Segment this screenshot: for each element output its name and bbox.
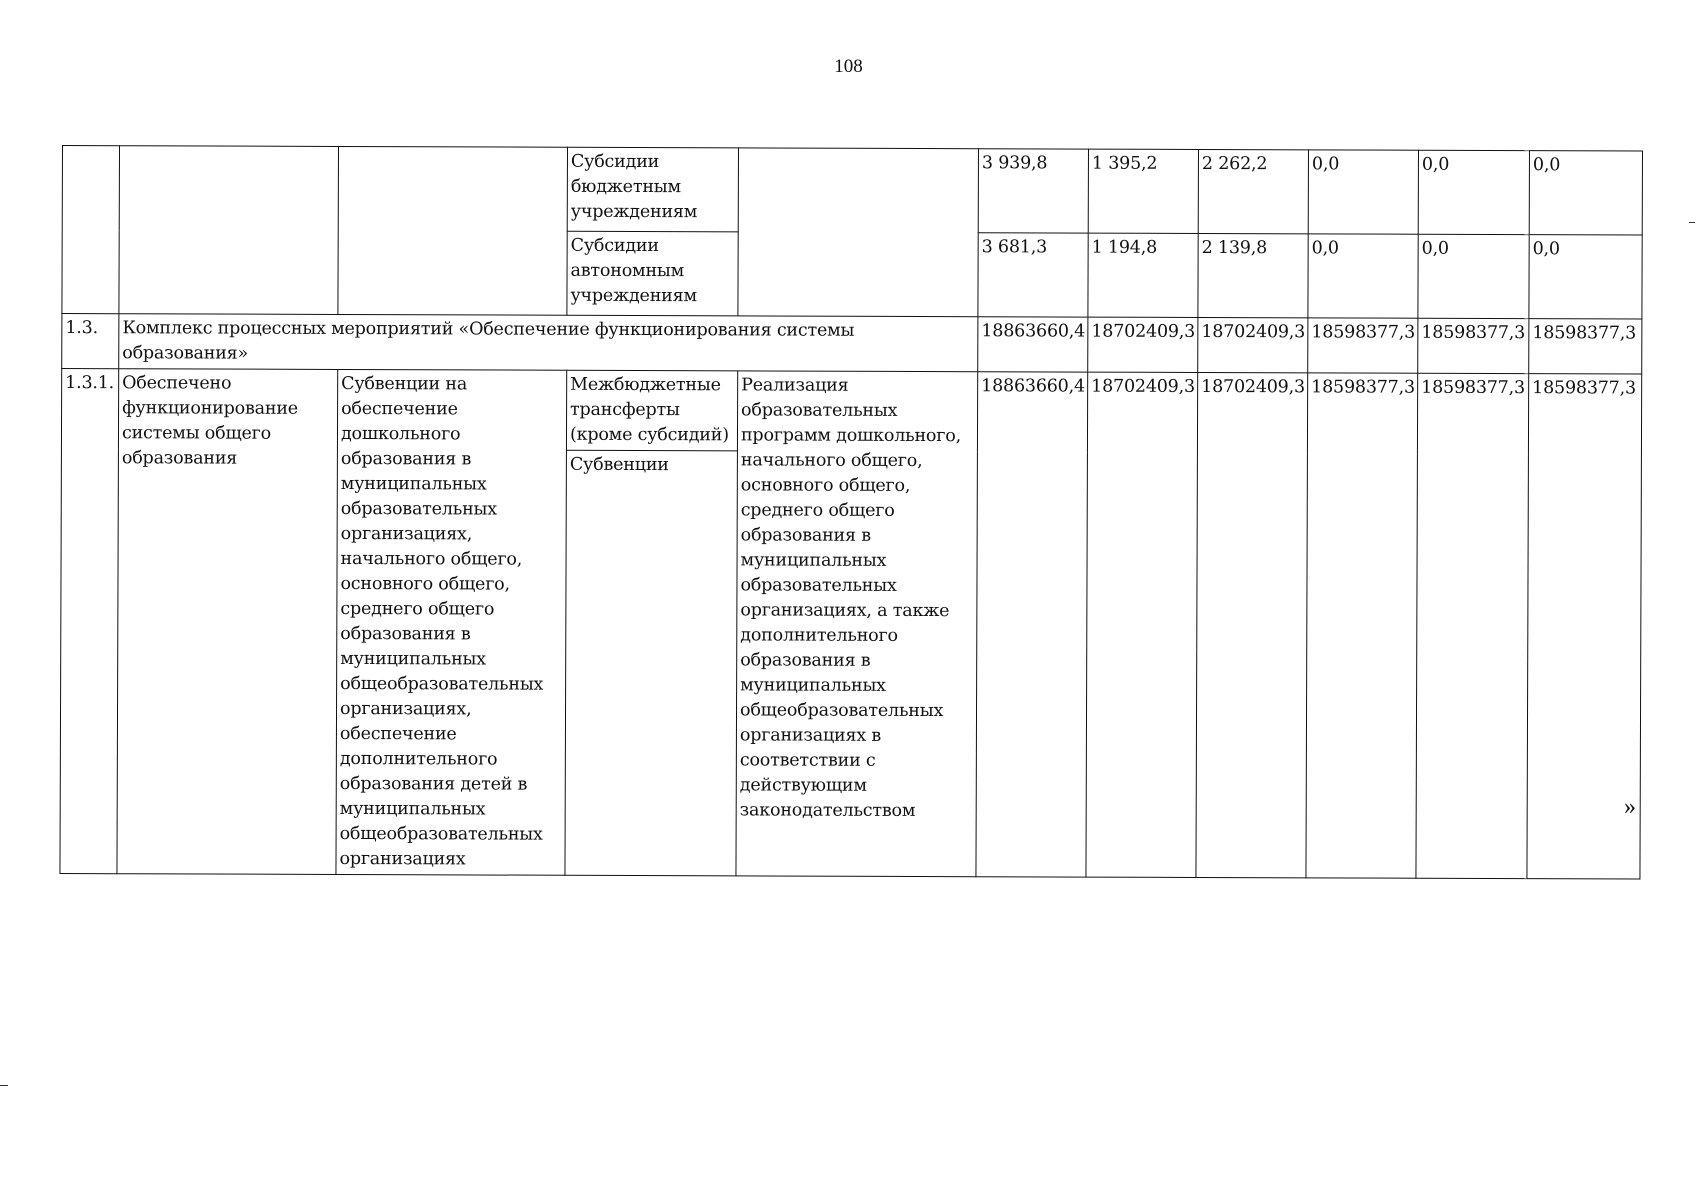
closing-quote: » bbox=[1624, 794, 1636, 820]
row-number-cell: 1.3.1. bbox=[60, 369, 119, 874]
value-cell: 2 262,2 bbox=[1198, 149, 1308, 233]
task-cell bbox=[119, 146, 339, 315]
table-row bbox=[61, 369, 1641, 455]
value-cell: 0,0 bbox=[1529, 235, 1642, 319]
value-cell: 18702409,3 bbox=[1088, 317, 1198, 372]
scan-edge-mark bbox=[1689, 222, 1695, 223]
value-cell: 3 939,8 bbox=[978, 149, 1088, 233]
section-title-cell: Комплекс процессных мероприятий «Обеспечение функционирования системы образования» bbox=[119, 314, 978, 372]
value-cell: 0,0 bbox=[1529, 151, 1642, 235]
page-number: 108 bbox=[834, 56, 863, 77]
funding-type-cell: Субвенции bbox=[565, 450, 737, 876]
value-cell: 18702409,3 bbox=[1196, 372, 1308, 877]
funding-type-cell: Субсидии автономным учреждениям bbox=[567, 231, 738, 316]
description-cell bbox=[738, 148, 979, 317]
value-cell: 18702409,3 bbox=[1086, 372, 1198, 877]
value-cell: 18598377,3 bbox=[1416, 373, 1529, 878]
measure-cell: Субвенции на обеспечение дошкольного образования в муниципальных образовательных организациях, начального общего, основного общего, среднего общего образования в муниципальных общеобразовательных организациях, обеспечение дополнительного образования детей в муниципальных общеобразовательных организациях bbox=[336, 369, 567, 875]
value-cell: 18598377,3 bbox=[1306, 373, 1418, 878]
value-cell: 0,0 bbox=[1308, 234, 1418, 318]
value-cell: 18863660,4 bbox=[978, 317, 1088, 372]
value-cell: 18702409,3 bbox=[1198, 317, 1308, 372]
scan-edge-mark bbox=[0, 1085, 8, 1086]
value-cell: 18598377,3 bbox=[1529, 319, 1642, 374]
value-cell: 18598377,3 bbox=[1308, 318, 1418, 373]
value-cell: 1 395,2 bbox=[1088, 149, 1198, 233]
row-number-cell bbox=[62, 146, 120, 314]
value-cell: 1 194,8 bbox=[1088, 233, 1198, 317]
value-cell: 2 139,8 bbox=[1198, 233, 1308, 317]
row-number-cell: 1.3. bbox=[62, 314, 119, 369]
table-container bbox=[59, 145, 1642, 880]
value-cell: 18863660,4 bbox=[976, 372, 1088, 877]
funding-type-cell: Субсидии бюджетным учреждениям bbox=[567, 147, 738, 232]
table-row bbox=[62, 314, 1642, 375]
description-cell: Реализация образовательных программ дошкольного, начального общего, основного общего, среднего общего образования в муниципальных образовательных организациях, а также дополнительного образования в муниципальных общеобразовательных организациях в соответствии с действующим законодательством bbox=[736, 371, 978, 877]
value-cell: 0,0 bbox=[1308, 150, 1418, 234]
funding-type-cell: Межбюджетные трансферты (кроме субсидий) bbox=[566, 370, 737, 451]
value-cell: 18598377,3 bbox=[1527, 374, 1642, 879]
measure-cell bbox=[338, 146, 568, 315]
table-row bbox=[62, 146, 1642, 236]
value-cell: 0,0 bbox=[1418, 150, 1529, 234]
value-cell: 18598377,3 bbox=[1418, 318, 1529, 373]
value-cell: 3 681,3 bbox=[978, 233, 1088, 317]
budget-table bbox=[59, 145, 1643, 880]
task-cell: Обеспечено функционирование системы общего образования bbox=[117, 369, 338, 875]
value-cell: 0,0 bbox=[1418, 234, 1529, 318]
